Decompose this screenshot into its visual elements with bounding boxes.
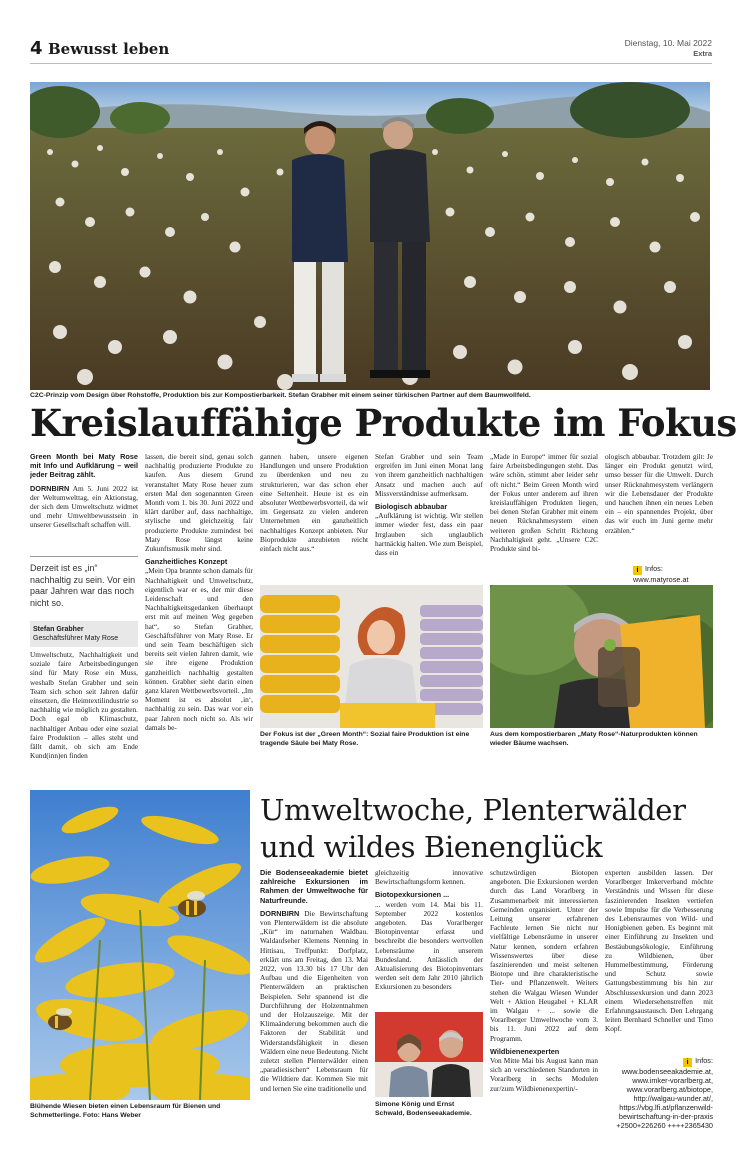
article2-col4 (605, 868, 713, 1050)
article2-col2-text2: ... werden vom 14. Mai bis 11. September 2022 kostenlos angeboten. Das Vorarlberger Biotopinventar erfasst und beschreibt die besonders wertvollen Lebensräume in unserem Bundesland. Anlässlich der Aktualisierung des Biotopinventars werden seit dem Jahr 2010 jährlich Exkursionen zu besonders (375, 899, 483, 992)
article1-lead: Green Month bei Maty Rose mit Info und Aufklärung – weil jeder Beitrag zählt. (30, 452, 138, 480)
academy-photo-caption: Simone König und Ernst Schwald, Bodenseeakademie. (375, 1101, 472, 1117)
bee-flower-illustration (30, 790, 250, 1100)
pull-quote-text: Derzeit ist es „in“ nachhaltig zu sein. Vor ein paar Jahren war das noch nicht so. (30, 563, 136, 608)
cotton-field-photo (30, 82, 710, 390)
info-line: Infos: www.bodenseeakademie.at, (621, 1056, 713, 1076)
article1-col1-text2: Umweltschutz, Nachhaltigkeit und soziale faire Arbeitsbedingungen sind für Maty Rose ein Muss, weshalb Stefan Grabher und sein Team sich schon seit Jahren dafür einsetzen, die Heimtextilindustrie so nachhaltig wie möglich zu gestalten. Doch egal ob Klimaschutz, nachhaltiger Anbau oder eine sozial faire Produktion – alles steht und fällt damit, ob sich am Ende Kund(inn)en finden (30, 650, 138, 761)
article1-col5 (490, 452, 598, 578)
quote-author-role: Geschäftsführer Maty Rose (33, 635, 119, 642)
article2-dateline: DORNBIRN (260, 908, 300, 918)
article2-col3-text2: Von Mitte Mai bis August kann man sich an verschiedenen Standorten in Vorarlberg in sechs Modulen zur/zum Wildbienenexpertin/- (490, 1056, 598, 1093)
compost-product-photo (490, 585, 713, 728)
article1-col3 (260, 452, 368, 578)
page-number: 4 (30, 38, 43, 59)
fabric-worker-photo (260, 585, 483, 728)
info-line: http://walgau-wunder.at/, (633, 1094, 713, 1103)
info-line: bewirtschaftung-in-der-praxis (618, 1112, 713, 1121)
pull-quote (30, 556, 138, 642)
info-line: www.vorarlberg.at/biotope, (626, 1085, 713, 1094)
main-photo-caption: C2C-Prinzip vom Design über Rohstoffe, Produktion bis zur Kompostierbarkeit. Stefan Grabher mit einem seiner türkischen Partner auf dem Baumwollfeld. (30, 392, 531, 399)
article1-subhead-bio: Biologisch abbaubar (375, 502, 448, 512)
article1-col4 (375, 452, 483, 578)
issue-date: Dienstag, 10. Mai 2022 (624, 38, 712, 48)
article2-col2 (375, 868, 483, 1008)
article2-col3-text: schutzwürdigen Biotopen angeboten. Die Exkursionen werden durch das Land Vorarlberg in Zusammenarbeit mit interessierten Gemeinden organisiert. Unter der Leitung unserer erfahrenen Fachleute lernen Sie nicht nur vielfältige Lebensräume in unserer Natur kennen, sondern erfahren Wissenswertes über diese faszinierenden und meist seltenen Biotope und ihre charakteristische Tier- und Pflanzenwelt. Weiters stehen die Walgau Wiesen Wunder Welt + Aktion Heugabel + KLAR im Walgau + ... sowie die Vorarlberger Umweltwoche vom 3. bis 11. Juni 2022 auf dem Programm. (490, 868, 598, 1043)
article2-col1-text: Die Bewirtschaftung von Plenterwäldern ist die absolute „Kür“ im naturnahen Waldbau. Waldaufseher Klemens Nenning in Hittisau, Treffpunkt: Dorfplatz, erklärt uns am Freitag, den 13. Mai 2022, von 13.30 bis 17 Uhr den Aufbau und die Eigenheiten von Plenterwäldern an praktischen Beispielen. Sehr spannend ist die Durchführung der Holzentnahmen und der Holzauszeige. Mit der Klimaänderung bekommen auch die Faktoren der Stabilität und Widerstandsfähigkeit in diesen Wäldern eine neue Bedeutung. Nicht zuletzt stellen Plenterwälder einen „paradiesischen“ Lebensraum für die Wildtiere dar. Kommen Sie mit und lernen Sie eine traditionelle und (260, 908, 368, 1093)
article-headline: Kreislauffähige Produkte im Fokus (30, 401, 737, 445)
article1-col4-text2: „Aufklärung ist wichtig. Wir stellen immer wieder fest, dass ein paar Irrglauben sich unglaublich hartnäckig halten. Wie zum Beispiel, dass ein (375, 511, 483, 558)
article2-info (605, 1056, 713, 1130)
article2-col3 (490, 868, 598, 1118)
article1-info-text: Infos: www.matyrose.at (633, 564, 689, 584)
fabric-worker-illustration (260, 585, 483, 728)
article1-subhead-concept: Ganzheitliches Konzept (145, 557, 228, 567)
article1-col1-continued (30, 650, 138, 776)
academy-people-photo (375, 1012, 483, 1097)
info-line: www.imker-vorarlberg.at, (632, 1076, 713, 1085)
info-icon: i (633, 566, 642, 575)
article2-col2-text: gleichzeitig innovative Bewirtschaftungsform kennen. (375, 868, 483, 887)
article1-col2-text: lassen, die bereit sind, genau solch nachhaltig produzierte Produkte zu kaufen. Aus diesem Grund veranstaltet Maty Rose heuer zum ersten Mal den sogenannten Green Month vom 1. bis 30. Juni 2022 und klärt darüber auf, dass nachhaltige, stylische und gleichzeitig fair produzierte Produkte zumindest bei Maty Rose längst keine Zukunftsmusik mehr sind. (145, 452, 253, 554)
academy-people-illustration (375, 1012, 483, 1097)
fabric-photo-caption: Der Fokus ist der „Green Month“: Sozial faire Produktion ist eine tragende Säule bei Maty Rose. (260, 731, 470, 747)
quote-author-name: Stefan Grabher (33, 626, 84, 633)
bee-flower-photo (30, 790, 250, 1100)
cotton-field-illustration (30, 82, 710, 390)
article2-col1 (260, 868, 368, 1118)
article1-col6 (605, 452, 713, 560)
compost-product-illustration (490, 585, 713, 728)
bee-photo-caption: Blühende Wiesen bieten einen Lebensraum für Bienen und Schmetterlinge. Foto: Hans Weber (30, 1103, 221, 1119)
info-icon: i (683, 1058, 692, 1067)
compost-photo-caption: Aus dem kompostierbaren „Maty Rose“-Naturprodukten können wieder Bäume wachsen. (490, 731, 698, 747)
article1-col3-text: gannen haben, unsere eigenen Handlungen und unsere Produktion zu überdenken und neu zu strukturieren, war das schon eher eine Seltenheit. Heute ist es ein absoluter Wettbewerbsvorteil, da wir im Gegensatz zu vielen anderen Unternehmen ein ganzheitlich nachhaltiges Konzept anbieten. Nur Bioprodukte anzubieten reicht einfach nicht aus.“ (260, 452, 368, 554)
info-line: https://vbg.lfi.at/pflanzenwild- (619, 1103, 713, 1112)
section-title: Bewusst leben (48, 40, 170, 58)
article2-subhead-biotope: Biotopexkursionen ... (375, 890, 450, 900)
article1-col2 (145, 452, 253, 776)
article1-col5-text: „Made in Europe“ immer für sozial faire Arbeitsbedingungen steht. Das wäre schön, stimmt aber leider sehr oft nicht.“ Beim Green Month wird der Fokus unter anderem auf ihren kreislauffähigen Produkten liegen, bei denen Stefan Grabher mit einem neuen Rücknahmesystem einen weiteren großen Schritt Richtung Nachhaltigkeit geht. „Unsere C2C Produkte sind bi- (490, 452, 598, 554)
article1-col6-text: ologisch abbaubar. Trotzdem gilt: Je länger ein Produkt genutzt wird, umso besser für die Umwelt. Durch unser Rücknahmesystem verlängern wir die Lebensdauer der Produkte und hauchen ihnen ein neues Leben ein – ein spannendes Projekt, über das wir euch im Juni gerne mehr erzählen.“ (605, 452, 713, 535)
article1-col1 (30, 452, 138, 556)
page-header (30, 34, 712, 64)
article1-col1-text: Am 5. Juni 2022 ist der Weltumwelttag, ein Aktionstag, der sich dem Umweltschutz widmet und mehr Umweltbewusstsein in unserer Gesellschaft schaffen will. (30, 483, 138, 530)
article2-col4-text: experten ausbilden lassen. Der Vorarlberger Imkerverband möchte Verständnis und Wissen für diese faszinierenden Insekten vertiefen sowie Impulse für die Verbesserung des Lebensraumes von Wild- und Honigbienen geben. Es beginnt mit einer Einführung zu Insekten und Bestäubungsökologie, Einführung zu Wildbienen, über Hummelbestimmung, Förderung und Schutz sowie Gattungsbestimmung bis hin zur Abschlussexkursion und dann 2023 einem Wiedersehenstreffen mit Erfahrungsaustausch. Den Lehrgang leiten Bernhard Schneller und Timo Kopf. (605, 868, 713, 1034)
article1-info (633, 564, 713, 584)
article1-col4-text: Stefan Grabher und sein Team ergreifen im Juni einen Monat lang von ihrem ganzheitlich nachhaltigen Ansatz und machen auch auf Missverständnisse aufmerksam. (375, 452, 483, 498)
article1-col2-text2: „Mein Opa brannte schon damals für Nachhaltigkeit und Umweltschutz, eigentlich war er es, der mir diese Leidenschaft und den Nachhaltigkeitsgedanken überhaupt erst mit auf meinen Weg gegeben hat“, so Stefan Grabher, Geschäftsführer von Maty Rose. Er und sein Team beschäftigen sich bereits seit vielen Jahren damit, wie sie ihre eigene Produktion ganzheitlich nachhaltig gestalten können. Grabher sieht darin einen ganz klaren Wettbewerbsvorteil. „Im Moment ist es absolut ‚in‘, nachhaltig zu sein. Das war vor ein paar Jahren noch nicht so. Als wir damals be- (145, 566, 253, 732)
article2-headline: Umweltwoche, Plenterwälder und wildes Bienenglück (260, 793, 686, 864)
article2-lead: Die Bodenseeakademie bietet zahlreiche Exkursionen im Rahmen der Umweltwoche für Naturfreunde. (260, 868, 368, 905)
article2-subhead-bees: Wildbienenexperten (490, 1046, 560, 1056)
pull-quote-author (30, 621, 138, 647)
edition-label: Extra (693, 49, 712, 58)
article1-dateline: DORNBIRN (30, 483, 70, 493)
info-line: +2500+226260 ++++2365430 (616, 1121, 713, 1130)
